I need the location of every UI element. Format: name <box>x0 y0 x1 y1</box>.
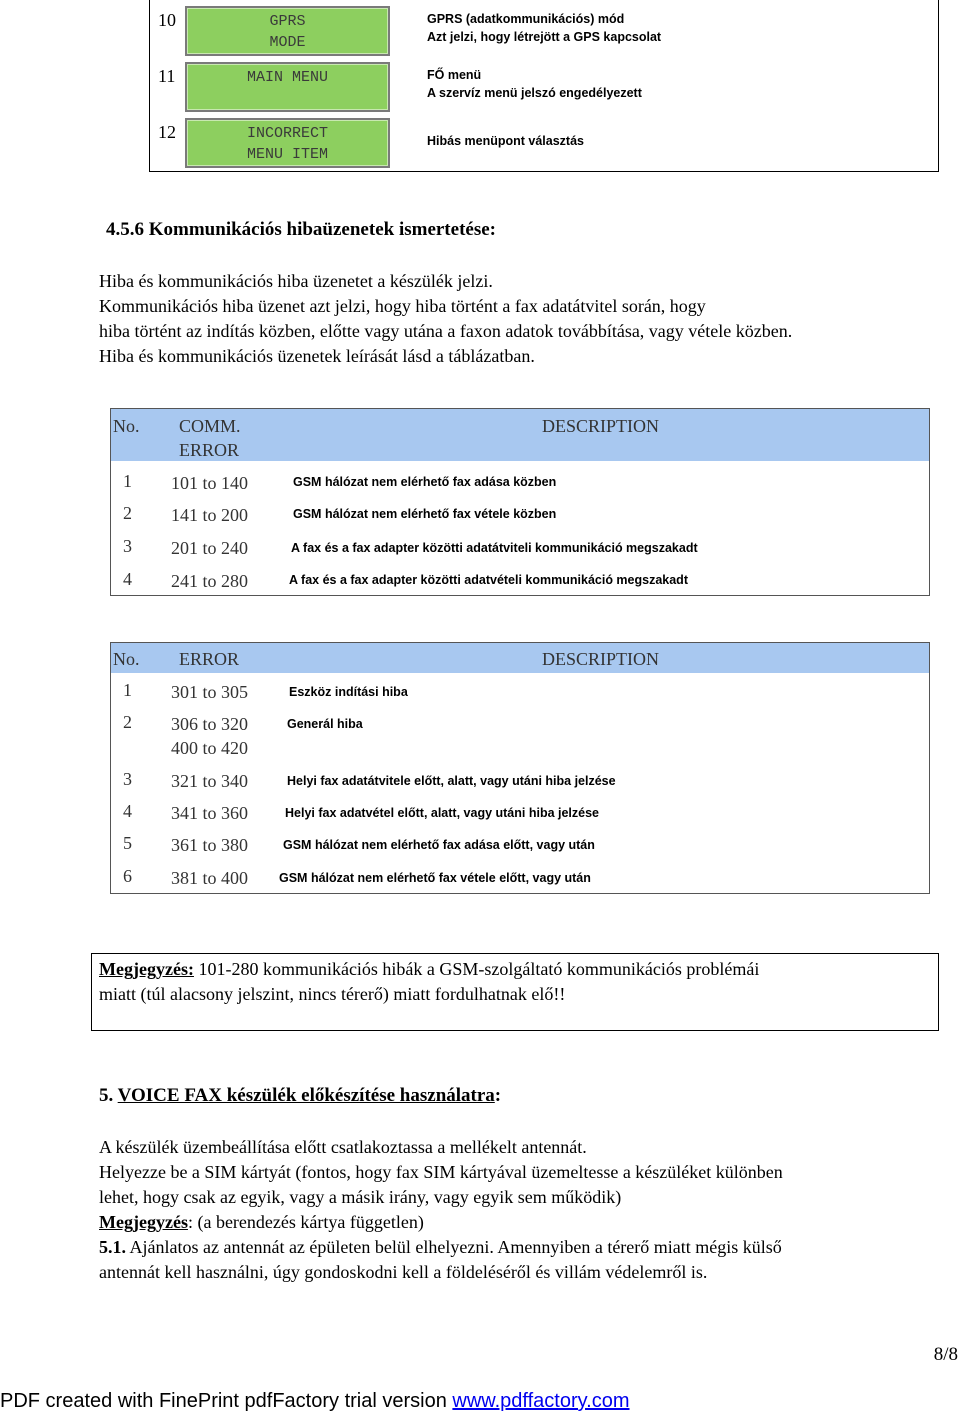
header-comm: COMM. <box>179 416 241 436</box>
lcd-message-table <box>149 0 939 172</box>
footer-text: PDF created with FinePrint pdfFactory trial version <box>0 1390 453 1412</box>
section5-colon: : <box>494 1085 502 1106</box>
error-range-value: 400 to 420 <box>171 738 249 758</box>
lcd-description-title: Hibás menüpont választás <box>427 134 584 148</box>
error-range-value: 361 to 380 <box>171 835 249 855</box>
table-row <box>111 866 929 896</box>
intro-paragraph <box>99 269 792 369</box>
row-number: 1 <box>123 471 132 491</box>
table-row <box>111 712 929 768</box>
error-range-value: 141 to 200 <box>171 505 249 525</box>
error-range <box>171 503 248 527</box>
error-description: A fax és a fax adapter közötti adatátviteli kommunikáció megszakadt <box>291 541 698 555</box>
section5-title: VOICE FAX készülék előkészítése használatra <box>117 1085 495 1106</box>
note-line-text: 101-280 kommunikációs hibák a GSM-szolgáltató kommunikációs problémái <box>193 959 760 979</box>
table-row <box>111 471 929 501</box>
header-description: DESCRIPTION <box>542 649 660 669</box>
error-description: Eszköz indítási hiba <box>289 685 408 699</box>
lcd-screen-line: MENU ITEM <box>246 146 328 163</box>
lcd-screen-line: GPRS <box>269 13 306 30</box>
section5-note-line <box>99 1210 783 1235</box>
row-number: 4 <box>123 801 132 821</box>
row-number: 1 <box>123 680 132 700</box>
header-error: ERROR <box>179 440 240 460</box>
section5-note-label: Megjegyzés <box>99 1212 188 1232</box>
lcd-screen <box>185 6 390 56</box>
lcd-description-text: A szervíz menü jelszó engedélyezett <box>427 86 642 100</box>
row-number: 2 <box>123 503 132 523</box>
lcd-description-title: GPRS (adatkommunikációs) mód <box>427 12 625 26</box>
lcd-description-title: FŐ menü <box>427 68 482 82</box>
footer-link[interactable]: www.pdffactory.com <box>452 1390 630 1412</box>
error-range-value: 381 to 400 <box>171 868 249 888</box>
row-number: 2 <box>123 712 132 732</box>
note-line: miatt (túl alacsony jelszint, nincs térerő) miatt fordulhatnak elő!! <box>99 984 566 1004</box>
section5-line: lehet, hogy csak az egyik, vagy a másik irány, vagy egyik sem működik) <box>99 1187 622 1207</box>
row-number: 5 <box>123 833 132 853</box>
error-range <box>171 801 248 825</box>
error-description: GSM hálózat nem elérhető fax vétele közben <box>293 507 557 521</box>
header-no: No. <box>113 416 140 436</box>
section5-number: 5. <box>99 1085 118 1106</box>
table-row <box>111 569 929 599</box>
subsection-line: antennát kell használni, úgy gondoskodni kell a földeléséről és villám védelemről is. <box>99 1262 708 1282</box>
error-description: GSM hálózat nem elérhető fax adása közben <box>293 475 557 489</box>
error-table <box>110 642 930 894</box>
pdf-footer <box>0 1390 630 1413</box>
error-description: GSM hálózat nem elérhető fax adása előtt, vagy után <box>283 838 595 852</box>
header-no: No. <box>113 649 140 669</box>
page-number: 8/8 <box>933 1344 958 1365</box>
lcd-row <box>150 116 938 172</box>
error-range <box>171 471 248 495</box>
table-row <box>111 536 929 566</box>
lcd-description-text: Azt jelzi, hogy létrejött a GPS kapcsolat <box>427 30 662 44</box>
lcd-screen <box>185 62 390 112</box>
error-description: A fax és a fax adapter közötti adatvételi kommunikáció megszakadt <box>289 573 688 587</box>
error-description: GSM hálózat nem elérhető fax vétele előtt, vagy után <box>279 871 591 885</box>
lcd-row <box>150 4 938 60</box>
error-range-value: 101 to 140 <box>171 473 249 493</box>
error-description: Helyi fax adatvétel előtt, alatt, vagy utáni hiba jelzése <box>285 806 600 820</box>
lcd-row-number: 12 <box>158 122 176 142</box>
error-range-value: 306 to 320 <box>171 714 249 734</box>
error-range <box>171 680 248 704</box>
error-range-value: 241 to 280 <box>171 571 249 591</box>
row-number: 3 <box>123 769 132 789</box>
intro-line: Kommunikációs hiba üzenet azt jelzi, hogy hiba történt a fax adatátvitel során, hogy <box>99 296 706 316</box>
table-header <box>111 643 929 673</box>
row-number: 6 <box>123 866 132 886</box>
error-description: Generál hiba <box>287 717 363 731</box>
lcd-description <box>427 66 642 102</box>
subsection-text: Ajánlatos az antennát az épületen belül elhelyezni. Amennyiben a térerő miatt mégis külső <box>126 1237 782 1257</box>
table-row <box>111 801 929 831</box>
lcd-screen-line: MAIN MENU <box>246 69 328 86</box>
intro-line: hiba történt az indítás közben, előtte vagy utána a faxon adatok továbbítása, vagy vétele közben. <box>99 321 793 341</box>
section5-body <box>99 1135 783 1285</box>
error-range-value: 301 to 305 <box>171 682 249 702</box>
lcd-description <box>427 132 584 150</box>
error-range <box>171 569 248 593</box>
table-row <box>111 680 929 710</box>
error-range <box>171 769 248 793</box>
error-range-value: 321 to 340 <box>171 771 249 791</box>
lcd-screen-line: INCORRECT <box>246 125 328 142</box>
intro-line: Hiba és kommunikációs hiba üzenetet a készülék jelzi. <box>99 271 493 291</box>
row-number: 4 <box>123 569 132 589</box>
section5-line: A készülék üzembeállítása előtt csatlakoztassa a mellékelt antennát. <box>99 1137 587 1157</box>
section5-line: Helyezze be a SIM kártyát (fontos, hogy fax SIM kártyával üzemeltesse a készüléket különben <box>99 1162 783 1182</box>
row-number: 3 <box>123 536 132 556</box>
error-range <box>171 833 248 857</box>
subsection-number: 5.1. <box>99 1237 126 1257</box>
note-box <box>91 953 939 1031</box>
table-row <box>111 833 929 863</box>
note-line <box>99 957 759 982</box>
header-description: DESCRIPTION <box>542 416 660 436</box>
error-range <box>171 536 248 560</box>
section-heading: 4.5.6 Kommunikációs hibaüzenetek ismertetése: <box>106 219 496 240</box>
comm-error-table <box>110 408 930 596</box>
error-range <box>171 866 248 890</box>
table-row <box>111 769 929 799</box>
error-range-value: 341 to 360 <box>171 803 249 823</box>
note-text <box>99 957 759 1007</box>
section5-heading <box>99 1085 501 1107</box>
error-range-value: 201 to 240 <box>171 538 249 558</box>
table-header <box>111 409 929 461</box>
table-row <box>111 503 929 533</box>
header-error: ERROR <box>179 649 240 669</box>
lcd-row <box>150 60 938 116</box>
lcd-description <box>427 10 661 46</box>
lcd-row-number: 10 <box>158 10 176 30</box>
error-range <box>171 712 248 760</box>
subsection-line <box>99 1235 783 1260</box>
intro-line: Hiba és kommunikációs üzenetek leírását lásd a táblázatban. <box>99 346 535 366</box>
lcd-screen-line: MODE <box>269 34 306 51</box>
lcd-screen <box>185 118 390 168</box>
section5-note-text: : (a berendezés kártya független) <box>187 1212 424 1232</box>
error-description: Helyi fax adatátvitele előtt, alatt, vagy utáni hiba jelzése <box>287 774 616 788</box>
lcd-row-number: 11 <box>158 66 176 86</box>
note-label: Megjegyzés: <box>99 959 194 979</box>
